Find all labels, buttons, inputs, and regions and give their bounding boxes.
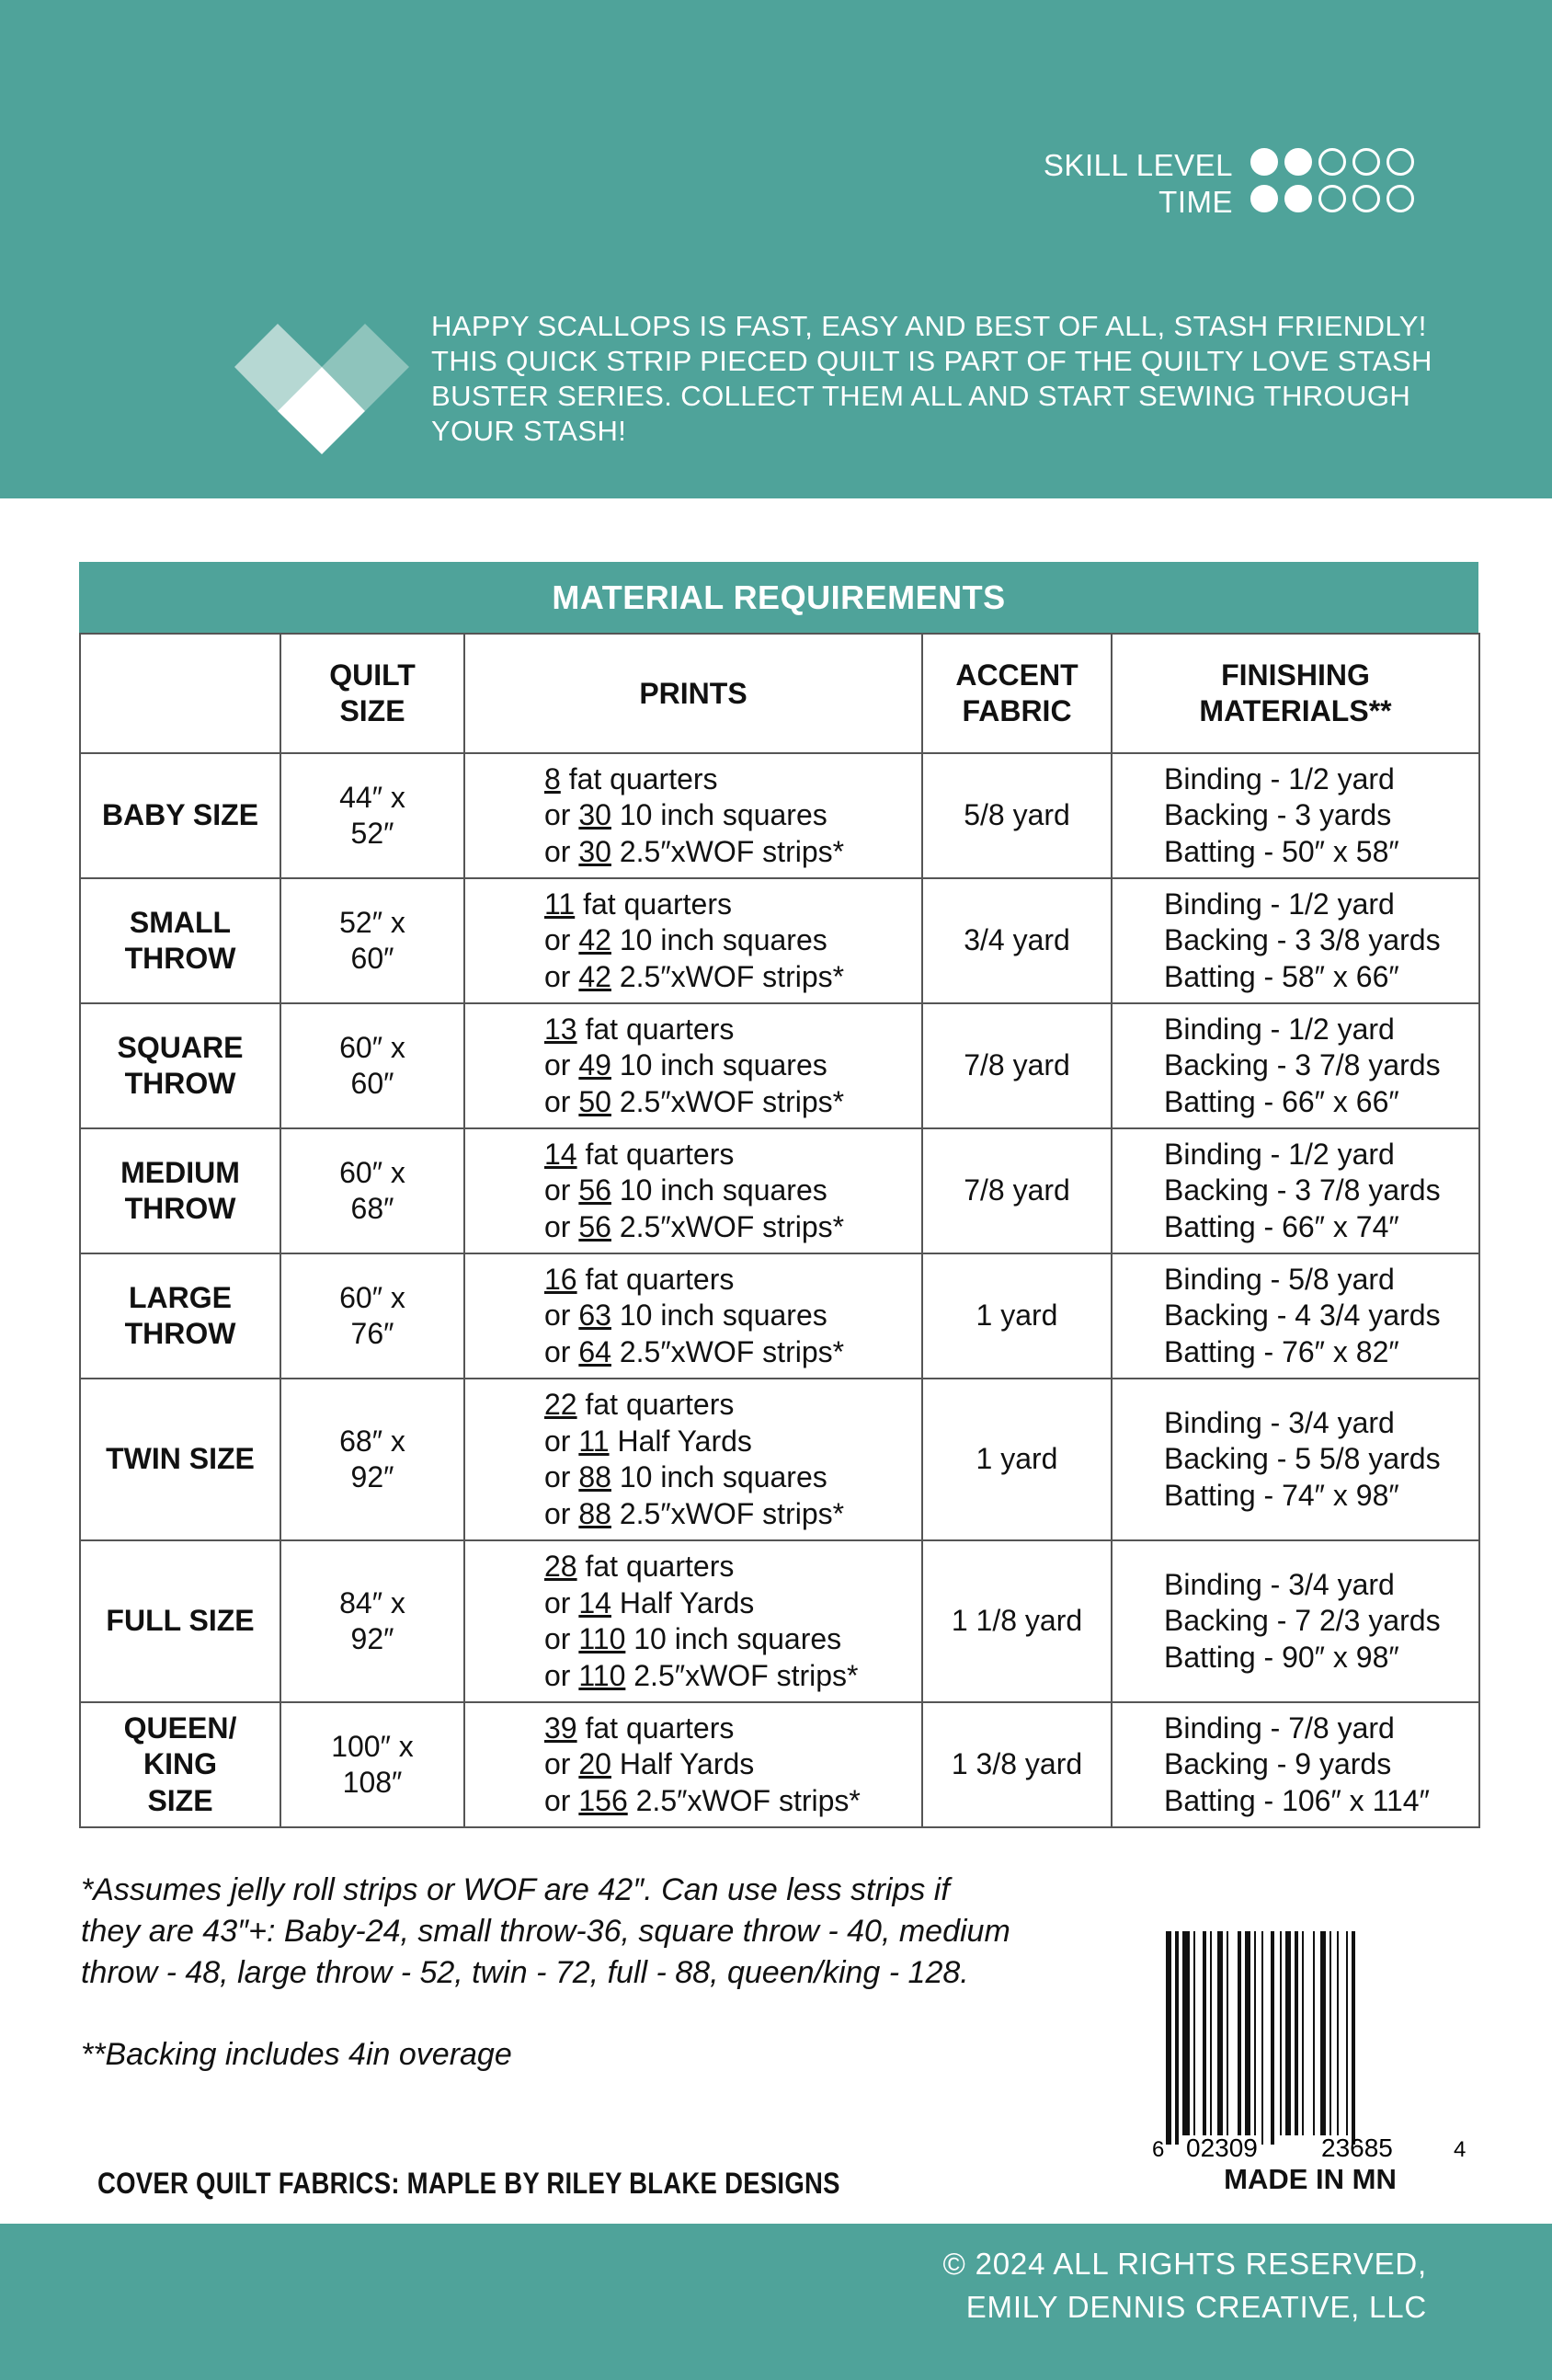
prints-line [544,1334,921,1371]
quilt-size-value: 84″ x 92″ [339,1585,405,1655]
prints-quantity: 8 [544,761,561,795]
footnote-line: they are 43″+: Baby-24, small throw-36, square throw - 40, medium [81,1914,1010,1949]
finishing-cell [1112,1540,1479,1702]
table-row [80,1702,1479,1827]
prints-quantity: 14 [544,1137,577,1171]
quilt-size-cell [280,753,464,878]
finishing-line: Backing - 3 7/8 yards [1164,1048,1441,1082]
prints-prefix: or [544,1299,579,1333]
prints-prefix: or [544,1658,579,1692]
prints-unit: 2.5″xWOF strips* [611,1334,845,1368]
skill-dot-empty [1318,148,1346,176]
prints-prefix: or [544,1173,579,1207]
time-label: TIME [1158,185,1233,219]
skill-dot-empty [1387,148,1414,176]
finishing-line: Batting - 90″ x 98″ [1164,1640,1399,1674]
prints-quantity: 64 [578,1334,611,1368]
cover-fabrics-credit: COVER QUILT FABRICS: MAPLE BY RILEY BLAKE DESIGNS [97,2167,840,2200]
heart-diamond-logo-icon [234,324,409,454]
table-row [80,1253,1479,1379]
prints-quantity: 110 [578,1658,626,1692]
header-quilt-size: QUILT SIZE [280,634,464,753]
prints-quantity: 42 [578,959,611,993]
finishing-line: Backing - 3 7/8 yards [1164,1173,1441,1207]
time-dot-empty [1387,185,1414,212]
row-size-label [80,1003,280,1128]
barcode-bar [1346,1931,1348,2135]
prints-prefix: or [544,798,579,832]
prints-quantity: 30 [578,834,611,868]
barcode-bar [1254,1931,1256,2135]
copyright-line-2: EMILY DENNIS CREATIVE, LLC [965,2290,1427,2324]
prints-quantity: 50 [578,1084,611,1118]
prints-unit: 2.5″xWOF strips* [611,959,845,993]
skill-dot-filled [1284,148,1312,176]
table-row [80,753,1479,878]
time-dot-empty [1318,185,1346,212]
finishing-line: Batting - 76″ x 82″ [1164,1334,1399,1368]
quilt-size-value: 60″ x 60″ [339,1030,405,1100]
prints-unit: 2.5″xWOF strips* [625,1658,859,1692]
finishing-line: Binding - 1/2 yard [1164,1137,1395,1171]
finishing-line: Backing - 7 2/3 yards [1164,1604,1441,1638]
prints-line [544,1262,921,1299]
prints-unit: fat quarters [576,1550,735,1583]
quilt-size-cell [280,1128,464,1253]
prints-unit: 2.5″xWOF strips* [611,1084,845,1118]
prints-quantity: 28 [544,1550,577,1583]
finishing-line: Binding - 7/8 yard [1164,1711,1395,1745]
prints-unit: 10 inch squares [611,1048,827,1082]
prints-unit: Half Yards [611,1747,755,1781]
strip-footnote [81,1870,1166,1994]
row-size-label-text: SQUARE THROW [117,1030,244,1100]
copyright-line-1: © 2024 ALL RIGHTS RESERVED, [942,2247,1427,2281]
quilt-size-value: 52″ x 60″ [339,905,405,975]
time-dot-empty [1352,185,1380,212]
prints-line [544,1585,921,1622]
barcode-bar [1271,1931,1274,2145]
prints-unit: 2.5″xWOF strips* [611,1496,845,1530]
prints-unit: 2.5″xWOF strips* [627,1783,861,1817]
prints-prefix: or [544,834,579,868]
row-size-label [80,1379,280,1540]
quilt-size-value: 100″ x 108″ [331,1729,414,1799]
difficulty-indicators [1044,147,1414,221]
barcode-bar [1352,1931,1355,2145]
prints-line [544,1387,921,1424]
barcode-group2: 23685 [1321,2134,1393,2162]
prints-quantity: 156 [578,1783,628,1817]
row-size-label-text: SMALL THROW [124,905,236,975]
prints-quantity: 39 [544,1711,577,1745]
header-empty [80,634,280,753]
finishing-line: Backing - 3 yards [1164,798,1392,832]
finishing-line: Binding - 1/2 yard [1164,887,1395,921]
quilt-size-cell [280,878,464,1003]
barcode-bar [1302,1931,1304,2135]
prints-line [544,959,921,996]
prints-quantity: 13 [544,1012,577,1046]
prints-quantity: 16 [544,1262,577,1296]
prints-quantity: 88 [578,1460,611,1493]
skill-dot-empty [1352,148,1380,176]
barcode-digit-right: 4 [1454,2137,1466,2162]
header-finishing-materials: FINISHING MATERIALS** [1112,634,1479,753]
prints-line [544,1783,921,1820]
barcode-bar [1175,1931,1179,2145]
barcode-bar [1238,1931,1241,2135]
finishing-cell [1112,1128,1479,1253]
prints-prefix: or [544,1084,579,1118]
prints-line [544,761,921,798]
finishing-line: Batting - 66″ x 74″ [1164,1209,1399,1243]
prints-unit: 10 inch squares [625,1622,842,1655]
barcode-bar [1285,1931,1291,2135]
prints-unit: 10 inch squares [611,923,827,957]
accent-fabric-cell: 3/4 yard [922,878,1112,1003]
prints-unit: Half Yards [611,1585,755,1619]
prints-unit: 2.5″xWOF strips* [611,834,845,868]
prints-quantity: 63 [578,1299,611,1333]
prints-unit: fat quarters [576,1262,735,1296]
barcode-bar [1337,1931,1339,2135]
barcode-bar [1210,1931,1212,2135]
prints-quantity: 56 [578,1173,611,1207]
table-row [80,1379,1479,1540]
prints-cell [464,1540,922,1702]
prints-unit: 10 inch squares [611,1299,827,1333]
prints-quantity: 22 [544,1388,577,1421]
finishing-line: Binding - 3/4 yard [1164,1405,1395,1439]
finishing-line: Batting - 66″ x 66″ [1164,1084,1399,1118]
prints-line [544,1711,921,1747]
prints-line [544,1496,921,1533]
row-size-label [80,878,280,1003]
prints-unit: 10 inch squares [611,798,827,832]
barcode-bar [1217,1931,1223,2135]
quilt-size-cell [280,1702,464,1827]
prints-quantity: 30 [578,798,611,832]
finishing-line: Backing - 5 5/8 yards [1164,1442,1441,1476]
prints-line [544,834,921,871]
skill-level-dots [1244,148,1414,183]
prints-quantity: 20 [578,1747,611,1781]
time-row [1044,184,1414,221]
accent-fabric-cell: 7/8 yard [922,1128,1112,1253]
footnote-line: *Assumes jelly roll strips or WOF are 42″. Can use less strips if [81,1872,950,1907]
finishing-cell [1112,1003,1479,1128]
prints-line [544,1549,921,1585]
prints-prefix: or [544,1334,579,1368]
accent-fabric-cell: 1 1/8 yard [922,1540,1112,1702]
prints-line [544,1173,921,1209]
prints-unit: fat quarters [576,1711,735,1745]
prints-line [544,922,921,959]
finishing-line: Binding - 3/4 yard [1164,1567,1395,1601]
quilt-size-value: 60″ x 68″ [339,1155,405,1225]
finishing-cell [1112,1253,1479,1379]
quilt-size-cell [280,1540,464,1702]
table-title: MATERIAL REQUIREMENTS [79,562,1478,633]
prints-line [544,1298,921,1334]
barcode [1147,1931,1478,2170]
finishing-line: Backing - 9 yards [1164,1747,1392,1781]
row-size-label [80,1540,280,1702]
accent-fabric-cell: 7/8 yard [922,1003,1112,1128]
finishing-cell [1112,1702,1479,1827]
prints-unit: fat quarters [576,1137,735,1171]
prints-line [544,1012,921,1048]
barcode-bar [1261,1931,1263,2145]
finishing-cell [1112,878,1479,1003]
row-size-label-text: FULL SIZE [106,1604,255,1638]
prints-prefix: or [544,1209,579,1243]
barcode-bar [1295,1931,1298,2135]
barcode-bar [1320,1931,1326,2135]
barcode-bars [1166,1931,1355,2145]
prints-unit: fat quarters [576,1388,735,1421]
time-dot-filled [1250,185,1278,212]
finishing-line: Binding - 1/2 yard [1164,1012,1395,1046]
finishing-line: Binding - 1/2 yard [1164,761,1395,795]
finishing-line: Batting - 106″ x 114″ [1164,1783,1430,1817]
row-size-label [80,1253,280,1379]
prints-quantity: 49 [578,1048,611,1082]
intro-line: HAPPY SCALLOPS IS FAST, EASY AND BEST OF ALL, STASH FRIENDLY! [431,310,1427,342]
accent-fabric-cell: 5/8 yard [922,753,1112,878]
prints-cell [464,1253,922,1379]
prints-prefix: or [544,959,579,993]
row-size-label [80,1702,280,1827]
prints-prefix: or [544,1783,579,1817]
skill-level-label: SKILL LEVEL [1043,148,1233,182]
header-prints: PRINTS [464,634,922,753]
prints-line [544,1459,921,1496]
intro-line: BUSTER SERIES. COLLECT THEM ALL AND START SEWING THROUGH [431,380,1411,412]
prints-prefix: or [544,1424,579,1458]
table-row [80,1128,1479,1253]
prints-quantity: 11 [578,1424,610,1458]
finishing-line: Batting - 74″ x 98″ [1164,1478,1399,1512]
material-requirements-table [79,562,1478,1828]
prints-prefix: or [544,1048,579,1082]
barcode-bar [1245,1931,1250,2135]
barcode-bar [1280,1931,1282,2135]
barcode-bar [1313,1931,1315,2135]
quilt-size-cell [280,1253,464,1379]
copyright [943,2242,1427,2329]
prints-prefix: or [544,923,579,957]
row-size-label-text: LARGE THROW [124,1280,236,1350]
table-row [80,1540,1479,1702]
prints-cell [464,878,922,1003]
prints-prefix: or [544,1496,579,1530]
barcode-bar [1227,1931,1228,2135]
quilt-size-cell [280,1003,464,1128]
finishing-line: Binding - 5/8 yard [1164,1262,1395,1296]
quilt-size-cell [280,1379,464,1540]
finishing-cell [1112,753,1479,878]
prints-cell [464,753,922,878]
time-dots [1244,185,1414,220]
prints-line [544,1621,921,1658]
prints-cell [464,1702,922,1827]
barcode-bar [1166,1931,1171,2145]
prints-unit: fat quarters [576,1012,735,1046]
prints-line [544,1658,921,1695]
row-size-label-text: QUEEN/ KING SIZE [123,1711,237,1817]
prints-line [544,887,921,923]
prints-line [544,1424,921,1460]
row-size-label [80,753,280,878]
quilt-size-value: 44″ x 52″ [339,780,405,850]
accent-fabric-cell: 1 yard [922,1253,1112,1379]
finishing-line: Backing - 4 3/4 yards [1164,1299,1441,1333]
prints-line [544,1047,921,1084]
finishing-cell [1112,1379,1479,1540]
barcode-bar [1329,1931,1331,2135]
prints-line [544,1209,921,1246]
made-in-label: MADE IN MN [1224,2163,1397,2195]
quilt-size-value: 60″ x 76″ [339,1280,405,1350]
barcode-group1: 02309 [1186,2134,1258,2162]
backing-footnote: **Backing includes 4in overage [81,2037,512,2072]
prints-line [544,797,921,834]
prints-quantity: 14 [578,1585,611,1619]
prints-unit: 10 inch squares [611,1460,827,1493]
prints-cell [464,1379,922,1540]
prints-unit: Half Yards [609,1424,752,1458]
table-row [80,878,1479,1003]
prints-quantity: 11 [544,887,576,921]
quilt-size-value: 68″ x 92″ [339,1424,405,1493]
intro-line: YOUR STASH! [431,415,627,447]
prints-cell [464,1128,922,1253]
prints-unit: fat quarters [560,761,718,795]
barcode-bar [1193,1931,1195,2135]
intro-text [431,309,1433,449]
finishing-line: Batting - 58″ x 66″ [1164,959,1399,993]
barcode-bar [1203,1931,1206,2135]
finishing-line: Backing - 3 3/8 yards [1164,923,1441,957]
intro-line: THIS QUICK STRIP PIECED QUILT IS PART OF THE QUILTY LOVE STASH [431,345,1432,377]
prints-prefix: or [544,1585,579,1619]
skill-dot-filled [1250,148,1278,176]
finishing-line: Batting - 50″ x 58″ [1164,834,1399,868]
row-size-label [80,1128,280,1253]
prints-line [544,1084,921,1121]
header-accent-fabric: ACCENT FABRIC [922,634,1112,753]
barcode-digit-left: 6 [1152,2137,1165,2162]
accent-fabric-cell: 1 yard [922,1379,1112,1540]
prints-unit: 10 inch squares [611,1173,827,1207]
prints-unit: 2.5″xWOF strips* [611,1209,845,1243]
table-row [80,1003,1479,1128]
prints-line [544,1137,921,1173]
prints-quantity: 110 [578,1622,626,1655]
prints-quantity: 42 [578,923,611,957]
accent-fabric-cell: 1 3/8 yard [922,1702,1112,1827]
row-size-label-text: TWIN SIZE [106,1442,255,1476]
row-size-label-text: MEDIUM THROW [120,1155,240,1225]
row-size-label-text: BABY SIZE [101,798,259,832]
footnote-line: throw - 48, large throw - 52, twin - 72, full - 88, queen/king - 128. [81,1955,969,1990]
prints-line [544,1746,921,1783]
prints-cell [464,1003,922,1128]
prints-unit: fat quarters [575,887,732,921]
prints-quantity: 88 [578,1496,611,1530]
prints-prefix: or [544,1460,579,1493]
table-header-row [80,634,1479,753]
barcode-bar [1182,1931,1190,2135]
prints-quantity: 56 [578,1209,611,1243]
prints-prefix: or [544,1622,579,1655]
skill-level-row [1044,147,1414,184]
time-dot-filled [1284,185,1312,212]
prints-prefix: or [544,1747,579,1781]
